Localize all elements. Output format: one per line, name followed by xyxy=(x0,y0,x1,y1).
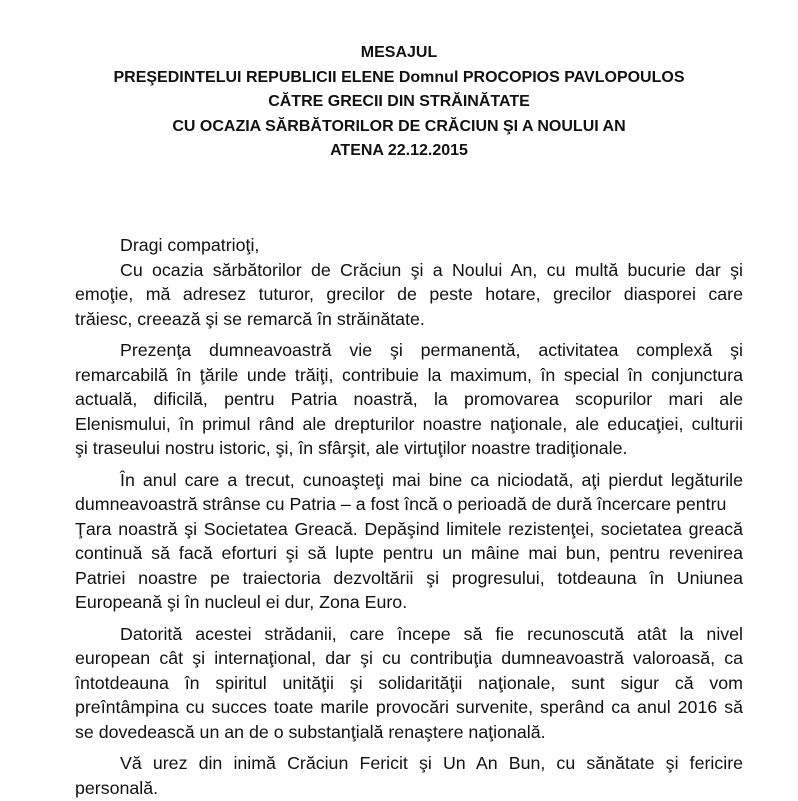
heading-occasion: CU OCAZIA SĂRBĂTORILOR DE CRĂCIUN ŞI A NOULUI AN xyxy=(172,117,626,135)
paragraph-3 xyxy=(75,468,743,615)
heading-sender: PREŞEDINTELUI REPUBLICII ELENE Domnul PROCOPIOS PAVLOPOULOS xyxy=(113,68,685,86)
heading-recipients: CĂTRE GRECII DIN STRĂINĂTATE xyxy=(268,93,530,110)
paragraph-1 xyxy=(75,258,743,332)
text-line: preîntâmpina cu succes toate marile provocări survenite, sperând ca anul 2016 să xyxy=(75,697,743,717)
text-line: Vă urez din inimă Crăciun Fericit şi Un An Bun, cu sănătate şi fericire xyxy=(120,753,743,773)
paragraph-4 xyxy=(75,622,743,745)
message-body xyxy=(75,233,743,800)
message-heading xyxy=(0,41,798,164)
text-line: se dovedească un an de o substanţială renaştere naţională. xyxy=(75,721,546,742)
text-line: actuală, dificilă, pentru Patria noastră, la promovarea scopurilor mari ale xyxy=(75,389,743,409)
text-line: Prezenţa dumneavoastră vie şi permanentă, activitatea complexă şi xyxy=(120,340,743,360)
text-line: Elenismului, în primul rând ale drepturilor noastre naţionale, ale educaţiei, culturii xyxy=(75,413,743,434)
text-line: întotdeauna în spiritul unităţii şi solidarităţii naţionale, sunt sigur că vom xyxy=(75,672,743,693)
paragraph-5 xyxy=(75,751,743,800)
text-line: Europeană şi în nucleul ei dur, Zona Euro. xyxy=(75,592,408,612)
greeting: Dragi compatrioţi, xyxy=(120,235,260,255)
text-line: Cu ocazia sărbătorilor de Crăciun şi a Noului An, cu multă bucurie dar şi xyxy=(120,259,743,280)
text-line: emoţie, mă adresez tuturor, grecilor de peste hotare, grecilor diasporei care xyxy=(75,284,743,304)
text-line: remarcabilă în ţările unde trăiţi, contribuie la maximum, în special în conjunctura xyxy=(75,364,743,385)
text-line: dumneavoastră strânse cu Patria – a fost încă o perioadă de dură încercare pentru xyxy=(75,494,727,514)
text-line: Ţara noastră şi Societatea Greacă. Depăşind limitele rezistenţei, societatea greacă xyxy=(75,518,743,539)
text-line: Datorită acestei strădanii, care începe să fie recunoscută atât la nivel xyxy=(120,623,743,644)
heading-title: MESAJUL xyxy=(360,44,438,61)
text-line: trăiesc, creează şi se remarcă în străinătate. xyxy=(75,308,425,329)
text-line: În anul care a trecut, cunoaşteţi mai bine ca niciodată, aţi pierdut legăturile xyxy=(120,469,743,490)
heading-place-date: ATENA 22.12.2015 xyxy=(330,142,468,159)
text-line: european cât şi internaţional, dar şi cu contribuţia dumneavoastră valoroasă, ca xyxy=(75,648,743,668)
text-line: personală. xyxy=(75,777,159,798)
text-line: continuă să facă eforturi şi să lupte pentru un mâine mai bun, pentru revenirea xyxy=(75,543,743,563)
text-line: şi traseului nostru istoric, şi, în sfârşit, ale virtuţilor noastre tradiţionale. xyxy=(75,438,628,458)
text-line: Patriei noastre pe traiectoria dezvoltării şi progresului, totdeauna în Uniunea xyxy=(75,567,743,588)
paragraph-2 xyxy=(75,338,743,461)
